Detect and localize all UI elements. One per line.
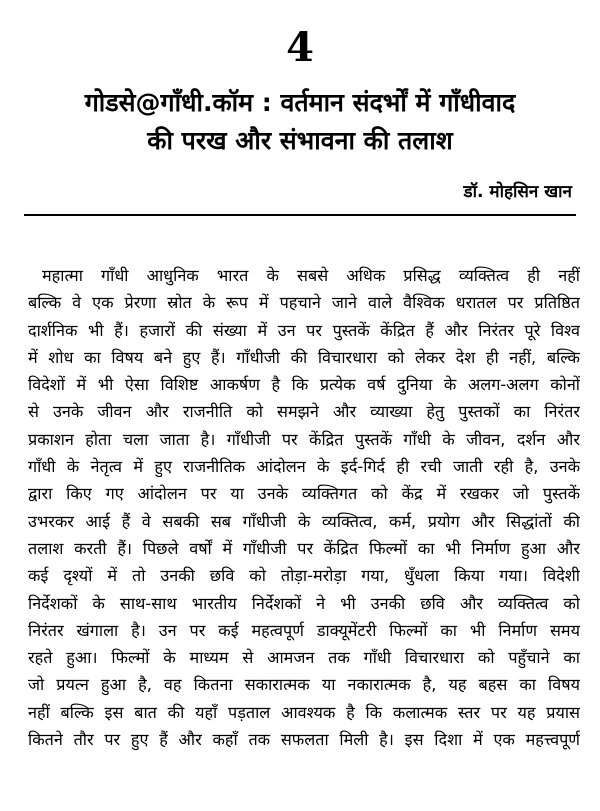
body-line: कितने तौर पर हुए हैं और कहाँ तक सफलता मिली है। इस दिशा में एक महत्त्वपूर्ण (28, 730, 580, 750)
chapter-title-line: गोडसे@गाँधी.कॉम : वर्तमान संदर्भों में गाँधीवाद (84, 88, 516, 117)
body-line: जो प्रयत्न हुआ है, वह कितना सकारात्मक या नकारात्मक है, यह बहस का विषय (28, 675, 580, 695)
chapter-number: 4 (286, 24, 314, 71)
body-line: प्रकाशन होता चला जाता है। गाँधीजी पर केंद्रित पुस्तकें गाँधी के जीवन, दर्शन और (28, 429, 580, 449)
body-line: कई दृश्यों में तो उनकी छवि को तोड़ा-मरोड़ा गया, धुँधला किया गया। विदेशी (28, 566, 580, 586)
body-line: महात्मा गाँधी आधुनिक भारत के सबसे अधिक प्रसिद्ध व्यक्तित्व ही नहीं (42, 266, 580, 285)
body-line: बल्कि वे एक प्रेरणा स्रोत के रूप में पहचाने जाने वाले वैश्विक धरातल पर प्रतिष्ठित (28, 293, 580, 313)
body-line: तलाश करती हैं। पिछले वर्षों में गाँधीजी पर केंद्रित फिल्मों का भी निर्माण हुआ और (28, 538, 580, 558)
body-line: में शोध का विषय बने हुए हैं। गाँधीजी की विचारधारा को लेकर देश ही नहीं, बल्कि (28, 347, 580, 367)
body-line: नहीं बल्कि इस बात की यहाँ पड़ताल आवश्यक है कि कलात्मक स्तर पर यह प्रयास (28, 702, 580, 722)
body-line: गाँधी के नेतृत्व में हुए राजनीतिक आंदोलन के इर्द-गिर्द ही रची जाती रही है, उनके (28, 457, 580, 477)
body-line: रहते हुआ। फिल्मों के माध्यम से आमजन तक गाँधी विचारधारा को पहुँचाने का (28, 648, 580, 668)
body-line: उभरकर आई हैं वे सबकी सब गाँधीजी के व्यक्तित्व, कर्म, प्रयोग और सिद्धांतों की (28, 511, 580, 531)
author-name: डॉ. मोहसिन खान (463, 182, 572, 202)
body-line: निरंतर खंगाला है। उन पर कई महत्वपूर्ण डाक्यूमेंटरी फिल्मों का भी निर्माण समय (28, 620, 580, 640)
body-line: निर्देशकों के साथ-साथ भारतीय निर्देशकों ने भी उनकी छवि और व्यक्तित्व को (28, 593, 580, 613)
title-divider (24, 214, 576, 216)
chapter-title (10, 84, 590, 160)
body-line: दार्शनिक भी हैं। हजारों की संख्या में उन पर पुस्तकें केंद्रित हैं और निरंतर पूरे विश्व (28, 320, 580, 340)
body-paragraph (28, 262, 580, 753)
chapter-title-line: की परख और संभावना की तलाश (147, 126, 453, 155)
body-line: द्वारा किए गए आंदोलन पर या उनके व्यक्तिगत को केंद्र में रखकर जो पुस्तकें (28, 484, 580, 504)
body-line: विदेशों में भी ऐसा विशिष्ट आकर्षण है कि प्रत्येक वर्ष दुनिया के अलग-अलग कोनों (28, 375, 580, 395)
body-line: से उनके जीवन और राजनीति को समझने और व्याख्या हेतु पुस्तकों का निरंतर (28, 402, 580, 422)
